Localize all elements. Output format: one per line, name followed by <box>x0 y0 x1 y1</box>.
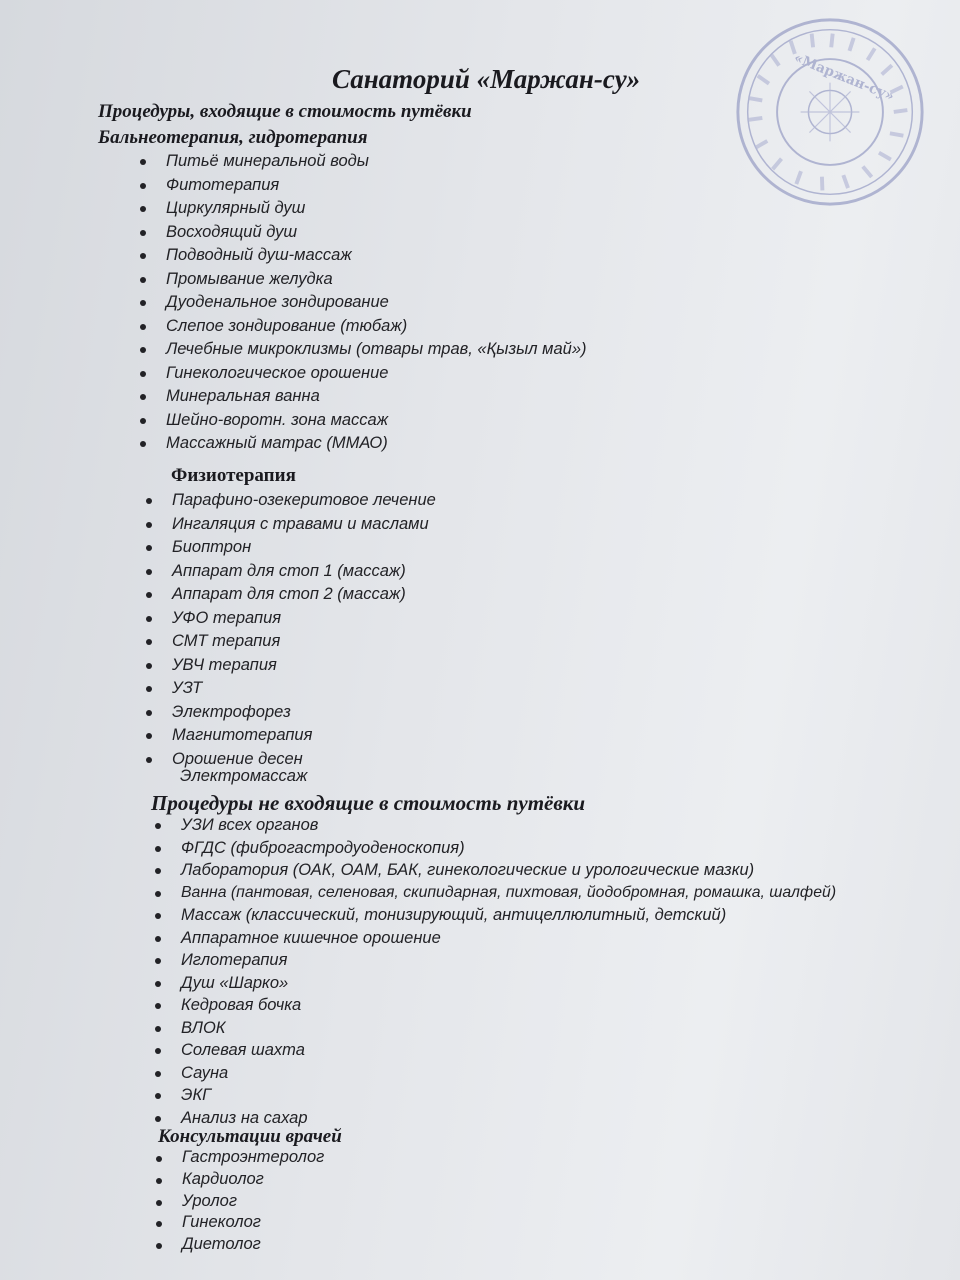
bullet-icon <box>146 592 152 598</box>
bullet-icon <box>155 846 161 852</box>
bullet-icon <box>140 418 146 424</box>
bullet-icon <box>155 1071 161 1077</box>
bullet-icon <box>155 868 161 874</box>
bullet-icon <box>155 1026 161 1032</box>
bullet-icon <box>156 1221 162 1227</box>
bullet-icon <box>155 1003 161 1009</box>
bullet-icon <box>146 498 152 504</box>
bullet-icon <box>146 710 152 716</box>
round-seal-stamp-icon <box>732 14 928 210</box>
bullet-icon <box>155 936 161 942</box>
bullet-icon <box>146 616 152 622</box>
bullet-icon <box>140 183 146 189</box>
bullet-icon <box>155 1048 161 1054</box>
bullet-icon <box>140 300 146 306</box>
bullet-icon <box>155 981 161 987</box>
bullet-icon <box>156 1200 162 1206</box>
bullet-icon <box>146 733 152 739</box>
svg-text:«Маржан-су»: «Маржан-су» <box>791 50 897 105</box>
bullet-icon <box>140 371 146 377</box>
page-title: Санаторий «Маржан-су» <box>332 64 641 94</box>
bullet-icon <box>146 639 152 645</box>
bullet-icon <box>146 663 152 669</box>
bullet-icon <box>155 1116 161 1122</box>
physio-heading: Физиотерапия <box>171 465 296 486</box>
bullet-icon <box>156 1156 162 1162</box>
bullet-icon <box>140 277 146 283</box>
bullet-icon <box>155 1093 161 1099</box>
bullet-icon <box>156 1243 162 1249</box>
bullet-icon <box>155 958 161 964</box>
bullet-icon <box>140 347 146 353</box>
bullet-icon <box>146 522 152 528</box>
bullet-icon <box>146 569 152 575</box>
bullet-icon <box>140 230 146 236</box>
bullet-icon <box>156 1178 162 1184</box>
not-included-heading: Процедуры не входящие в стоимость путёвки <box>151 791 586 815</box>
bullet-icon <box>155 891 161 897</box>
physio-extra-item: Электромассаж <box>180 767 308 785</box>
balneo-heading: Бальнеотерапия, гидротерапия <box>98 127 368 148</box>
bullet-icon <box>155 823 161 829</box>
bullet-icon <box>146 686 152 692</box>
bullet-icon <box>140 324 146 330</box>
bullet-icon <box>140 441 146 447</box>
bullet-icon <box>140 253 146 259</box>
bullet-icon <box>146 545 152 551</box>
bullet-icon <box>140 206 146 212</box>
document-page: «Маржан-су» Санаторий «Маржан-су» Процедуры, входящие в стоимость путёвки Бальнеотерапия, гидротерапия Питьё минеральной воды Фитотерапия Циркулярный душ Восходящий душ Подводный душ-массаж Промывание желудка Дуоденальное зондирование Слепое зондирование (тюбаж) Лечебные микроклизмы (отвары трав, «Қызыл май») Гинекологическое орошение Минеральная ванна Шейно-воротн. зона массаж Массажный матрас (ММАО) Физиотерапия Парафино-озекеритовое лечение Ингаляция с травами и маслами Биоптрон Аппарат для стоп 1 (массаж) Аппарат для стоп 2 (массаж) УФО терапия СМТ терапия УВЧ терапия УЗТ Электрофорез Магнитотерапия Орошение десен Электромассаж Процедуры не входящие в стоимость путёвки УЗИ всех органов ФГДС (фиброгастродуоденоскопия) Лаборатория (ОАК, ОАМ, БАК, гинекологические и урологические мазки) Ванна (пантовая, селеновая, скипидарная, пихтовая, йодобромная, ромашка, шалфей) Массаж (классический, тонизирующий, антицеллюлитный, детский) Аппаратное кишечное орошение Иглотерапия Душ «Шарко» Кедровая бочка ВЛОК Солевая шахта Сауна ЭКГ Анализ на сахар Консультации врачей Гастроэнтеролог Кардиолог Уролог Гинеколог Диетолог <box>0 0 960 1280</box>
bullet-icon <box>140 394 146 400</box>
included-heading: Процедуры, входящие в стоимость путёвки <box>98 101 472 122</box>
consultations-heading: Консультации врачей <box>158 1126 342 1147</box>
bullet-icon <box>146 757 152 763</box>
bullet-icon <box>140 159 146 165</box>
bullet-icon <box>155 913 161 919</box>
